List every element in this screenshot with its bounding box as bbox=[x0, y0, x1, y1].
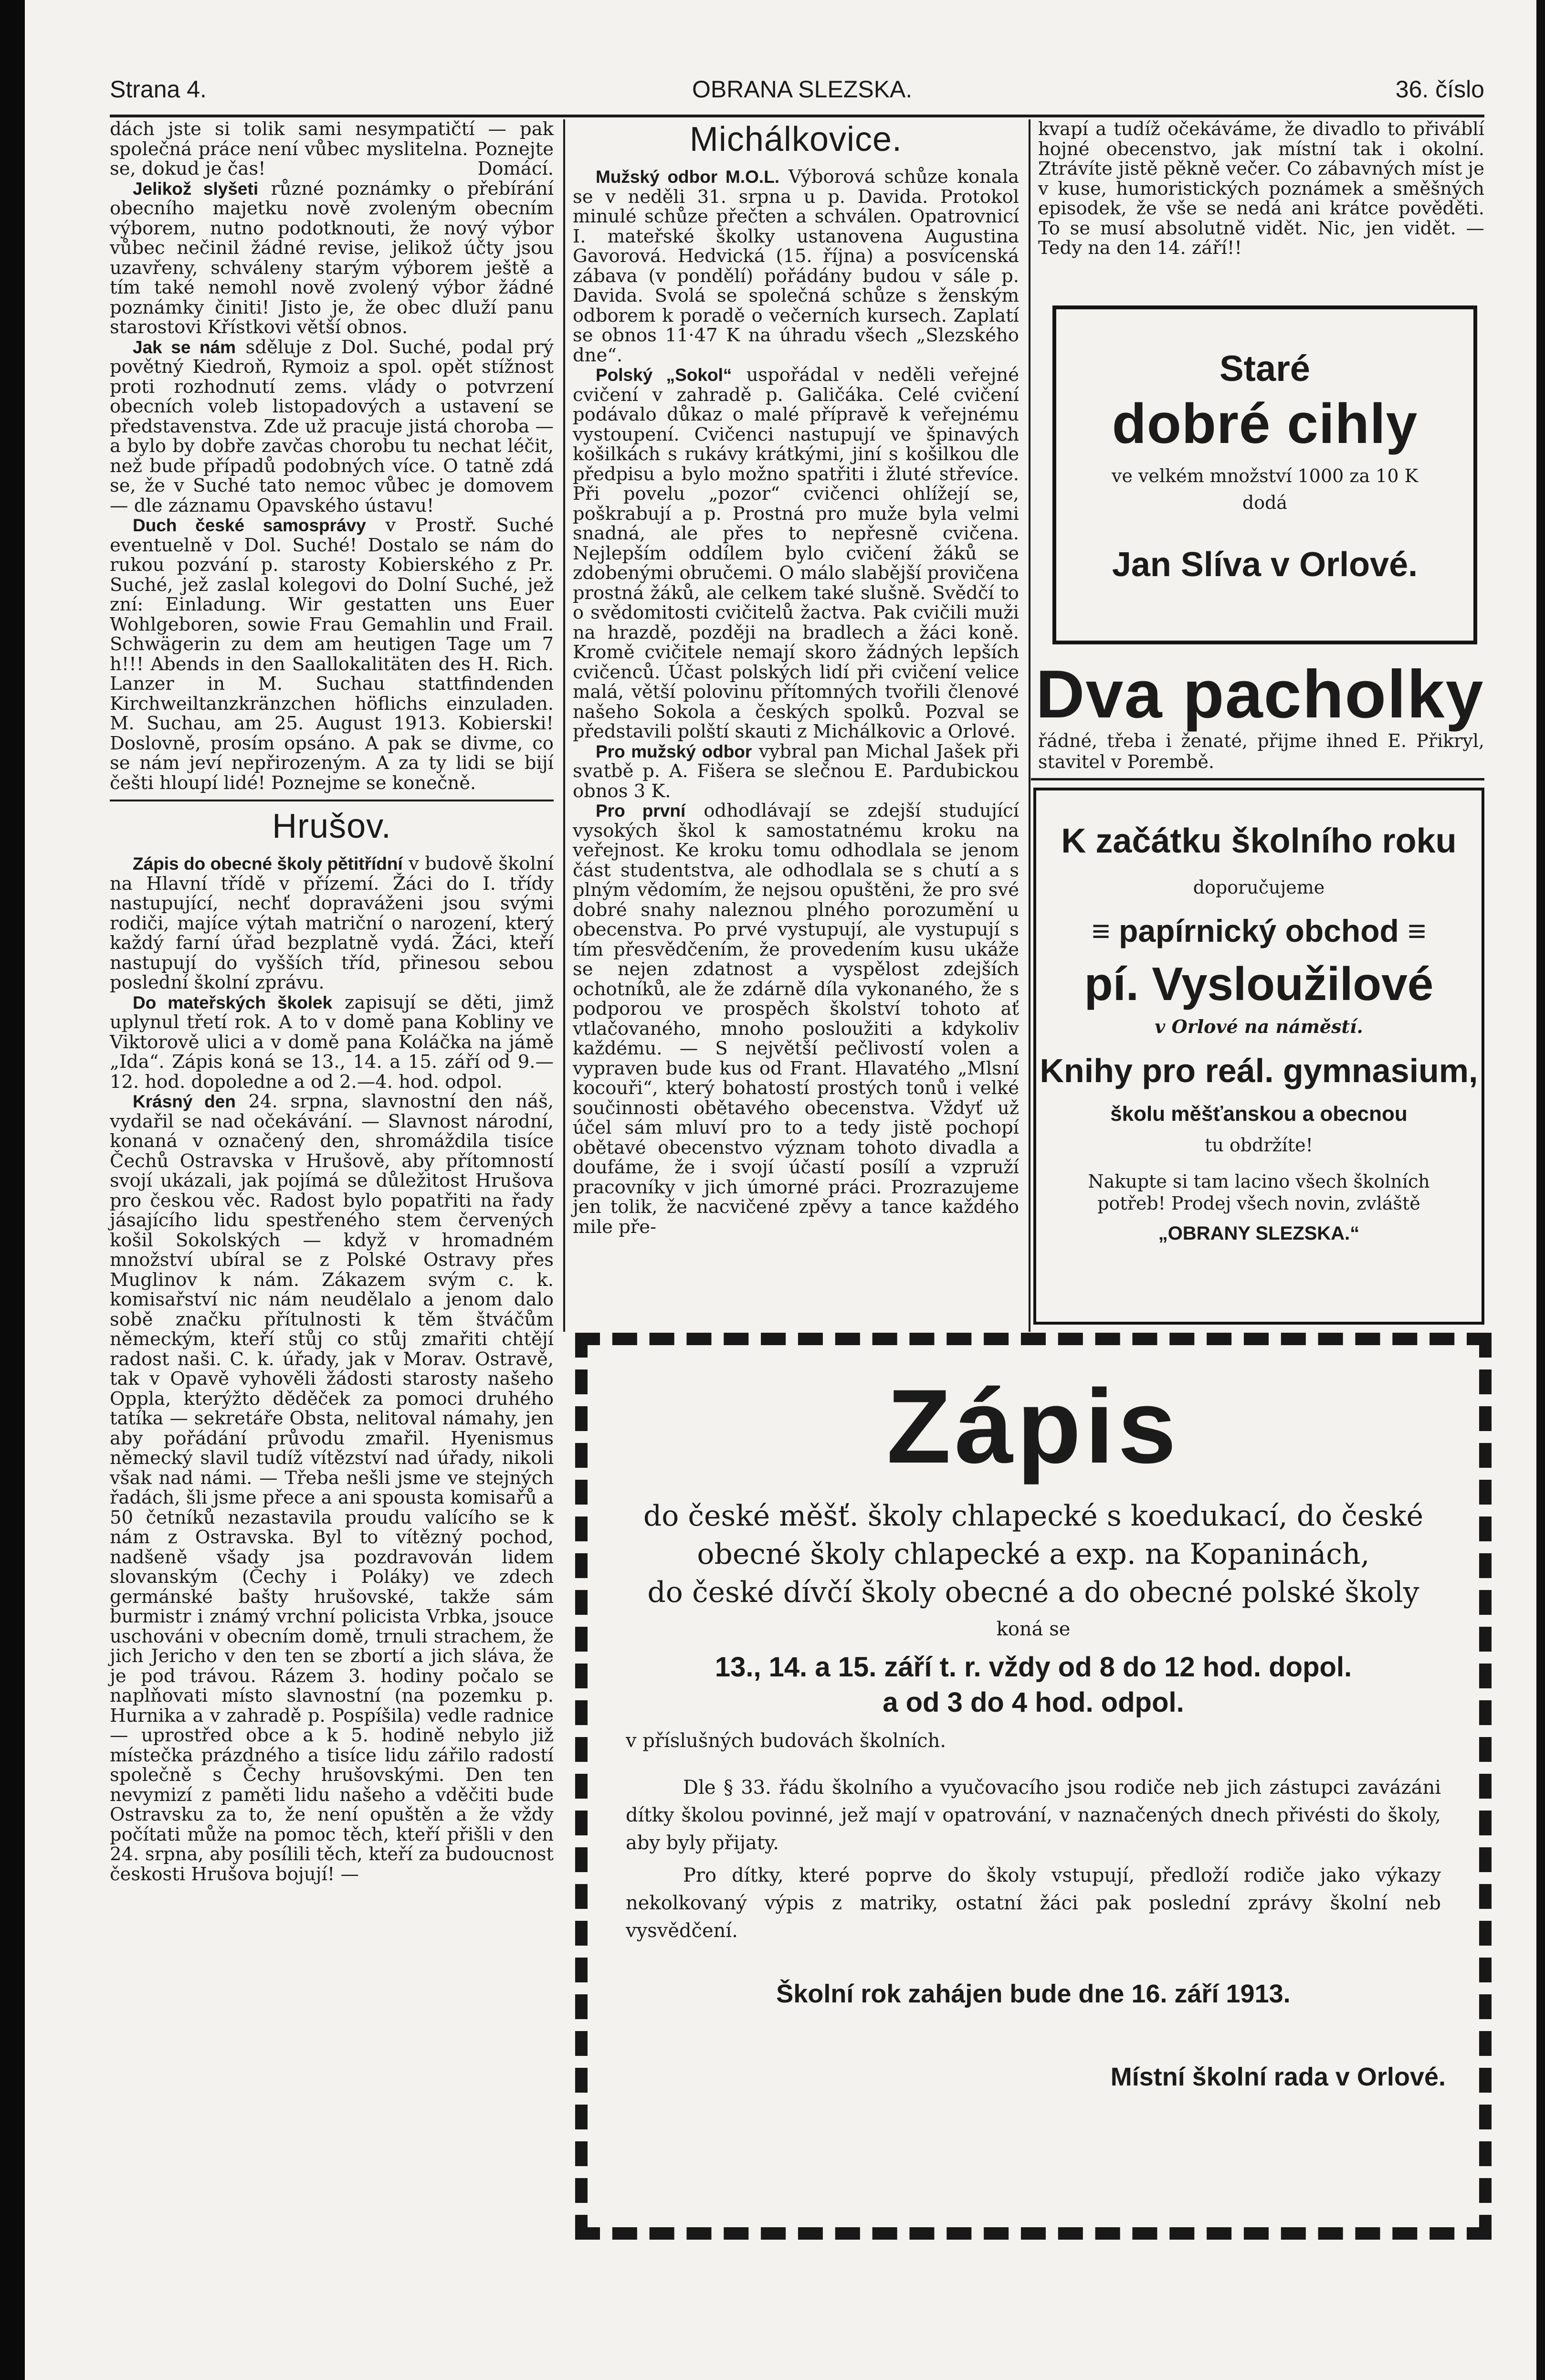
enrollment-dates: 13., 14. a 15. září t. r. vždy od 8 do 12 hod. dopol. bbox=[715, 1652, 1352, 1683]
ad-bricks-headline: dobré cihly bbox=[1112, 392, 1418, 455]
article-paragraph: Do mateřských školek zapisují se děti, jimž uplynul třetí rok. A to v domě pana Kobliny ve Viktorově ulici a v domě pana Koláčka na jámě „Ida“. Zápis koná se 13., 14. a 15. září od 9.—12. hod. dopoledne a od 2.—4. hod. odpol. bbox=[110, 991, 554, 1093]
ad-farmhands-text: řádné, třeba i ženaté, přijme ihned E. Přikryl, stavitel v Porembě. bbox=[1038, 730, 1484, 772]
article-paragraph: Duch české samosprávy v Prostř. Suché eventuelně v Dol. Suché! Dostalo se nám do rukou pozvání p. starosty Kobierského z Pr. Suché, jež zaslal kolegovi do Dolní Suché, jež zní: Einladung. Wir gestatten uns Euer Wohlgeboren, sowie Frau Gemahlin und Frail. Schwägerin zu dem am heutigen Tage um 7 h!!! Abends in den Saallokalitäten des H. Rich. Lanzer in M. Suchau stattfindenden Kirchweiltanzkränzchen höflichs einzuladen. M. Suchau, am 25. August 1913. Kobierski! Doslovně, prosím opsáno. A pak se divme, co se nám jeví nepřirozeným. A za ty lidi se bijí češti hloupí lidé! Poznejme se konečně. bbox=[110, 515, 554, 794]
enrollment-line: obecné školy chlapecké a exp. na Kopaninách, bbox=[697, 1538, 1370, 1571]
enrollment-paragraph: Dle § 33. řádu školního a vyučovacího jsou rodiče neb jich zástupci zavázáni dítky školou povinné, jež mají v opatrování, v naznačených dnech přivésti do školy, aby byly přijaty. bbox=[626, 1777, 1441, 1854]
article-paragraph: kvapí a tudíž očekáváme, že divadlo to přiváblí hojné obecenstvo, jak místní tak i okolní. Ztrávíte jistě pěkně večer. Co zábavných míst je v kuse, humoristických poznámek a směšných episodek, že vše se nedá ani krátce pověděti. To se musí absolutně vidět. Nic, jen vidět. — Tedy na den 14. září!! bbox=[1038, 118, 1484, 259]
article-paragraph: Krásný den 24. srpna, slavnostní den náš, vydařil se nad očekávání. — Slavnost národní, konaná v označený den, shromáždila tisíce Čechů Ostravska v Hrušově, aby přítomností svojí ukázali, jak pojímá se důležitost Hrušova pro českou věc. Radost bylo popatřiti na řady jásajícího lidu spestřeného stem červených košil Sokolských — když v hromadném množství ubíral se z Polské Ostravy přes Muglinov k nám. Zákazem svým c. k. komisařství nic nám neudělalo a jenom dalo sobě značku přítulnosti k těm štváčům německým, kteří stůj co stůj zmařiti chtějí radost naši. C. k. úřady, jak v Morav. Ostravě, tak v Opavě vyhověli žádosti starosty našeho Oppla, kterýžto děděček za pomoci druhého tatíka — sekretáře Obsta, nelitoval námahy, jen aby pořádání průvodu zmařil. Hyenismus německý slavil tudíž vítězství nad úřady, nikoli však nad námi. — Třeba nešli jsme ve stejných řadách, šli jsme přece a ani spousta komisařů a 50 četníků nezastavila proudu valícího se k nám z Ostravska. Byl to vítězný pochod, nadšeně všady jsa pozdravován lidem slovanským (Čechy i Poláky) ve zdech germánské bašty hrušovské, takže sám burmistr i známý vrchní policista Vrbka, jsouce uschováni v obecním domě, trnuli strachem, že jich Jericho v den ten se zbortí a jich sláva, že je pod trávou. Rázem 3. hodiny počalo se naplňovati místo slavnostní (na pozemku p. Hurnika a v zahradě p. Pospíšila) vedle radnice — uprostřed obce a k 5. hodině nebylo již místečka prázdného a tisíce lidu zářilo radostí společně s Čechy hrušovskými. Den ten nevymizí z paměti lidu našeho a vděčiti bude Ostravsku za to, že není opuštěn a že vždy počítati může na pomoc těch, kteří přišli v den 24. srpna, aby posílili těch, kteří za budoucnost českosti Hrušova bojují! — bbox=[110, 1091, 554, 1885]
ad-bricks-quantity: ve velkém množství 1000 za 10 K bbox=[1111, 465, 1418, 486]
enrollment-title: Zápis bbox=[886, 1368, 1180, 1485]
ad-stationery-location: v Orlové na náměstí. bbox=[1155, 1016, 1363, 1037]
article-paragraph: Jelikož slyšeti různé poznámky o přebírání obecního majetku nově zvoleným obecním výborem, nutno podotknouti, že nový výbor vůbec nečinil žádné revise, jelikož účty jsou uzavřeny, schváleny starým výborem ještě a tím také nemohl nově zvolený výbor žádné poznámky činiti! Jisto je, že obec dluží panu starostovi Křístkovi větší obnos. bbox=[110, 178, 554, 338]
header-rule bbox=[110, 115, 1484, 117]
issue-number: 36. číslo bbox=[1395, 76, 1484, 103]
ad-stationery-available: tu obdržíte! bbox=[1205, 1135, 1313, 1156]
article-paragraph: Jak se nám sděluje z Dol. Suché, podal prý povětný Kiedroň, Rymoiz a spol. opět stížnost proti rozhodnutí zems. vlády o potvrzení obecních voleb listopadových a ustavení se představenstva. Zde už pracuje jistá choroba — a bylo by dobře zavčas chorobu tu nechat léčit, než bude případů podobných více. O tatně zdá se, že v Suché tato nemoc vůbec je domovem — dle záznamu Opavského ústavu! bbox=[110, 336, 554, 516]
ad-bricks-seller: Jan Slíva v Orlové. bbox=[1112, 546, 1418, 584]
column-3 bbox=[1038, 119, 1484, 320]
ad-bricks-supply: dodá bbox=[1242, 492, 1288, 513]
column-rule-2 bbox=[1029, 119, 1030, 1332]
ad-stationery-shop: ≡ papírnický obchod ≡ bbox=[1092, 913, 1426, 948]
ad-stationery-books: Knihy pro reál. gymnasium, bbox=[1040, 1052, 1478, 1089]
enrollment-line: koná se bbox=[996, 1618, 1071, 1640]
newspaper-title: OBRANA SLEZSKA. bbox=[692, 76, 913, 103]
ad-stationery-recommend: doporučujeme bbox=[1193, 877, 1325, 898]
ad-stationery-owner: pí. Vysloužilové bbox=[1084, 958, 1434, 1010]
page-header bbox=[110, 72, 1484, 115]
column-1 bbox=[110, 119, 554, 2220]
enrollment-notice-content bbox=[607, 1359, 1460, 2213]
ad-stationery-headline: K začátku školního roku bbox=[1061, 822, 1457, 860]
enrollment-line: do české dívčí školy obecné a do obecné polské školy bbox=[647, 1576, 1419, 1609]
scan-right-edge bbox=[1536, 0, 1545, 2380]
section-rule bbox=[110, 800, 554, 801]
article-text: dách jste si tolik sami nesympatičtí — pak společná práce není vůbec myslitelna. Poznejte se, dokud je čas! Domácí. bbox=[110, 118, 554, 179]
section-heading-hrusov: Hrušov. bbox=[272, 807, 391, 845]
enrollment-hours: a od 3 do 4 hod. odpol. bbox=[883, 1687, 1184, 1718]
article-paragraph: Pro mužský odbor vybral pan Michal Jašek při svatbě p. A. Fišera se slečnou E. Pardubickou obnos 3 K. bbox=[573, 740, 1019, 802]
ad-stationery-text: Nakupte si tam lacino všech školních potřeb! Prodej všech novin, zvláště bbox=[1088, 1171, 1430, 1214]
ad-farmhands-title: Dva pacholky bbox=[1036, 656, 1484, 732]
enrollment-paragraph: Pro dítky, které poprve do školy vstupují, předloží rodiče jako výkazy nekolkovaný výpis z matriky, ostatní žáci pak poslední zprávy školní neb vysvědčení. bbox=[626, 1864, 1441, 1942]
ad-stationery bbox=[1033, 788, 1484, 1325]
enrollment-line: v příslušných budovách školních. bbox=[626, 1730, 946, 1752]
page-number: Strana 4. bbox=[110, 76, 207, 103]
school-board-signature: Místní školní rada v Orlové. bbox=[1110, 2063, 1446, 2091]
ad-stationery-newspaper: „OBRANY SLEZSKA.“ bbox=[1158, 1223, 1360, 1244]
ad-bricks-line1: Staré bbox=[1219, 348, 1311, 389]
column-2 bbox=[573, 119, 1019, 1322]
scan-left-edge bbox=[0, 0, 25, 2380]
ad-bricks bbox=[1052, 305, 1477, 644]
article-paragraph: Zápis do obecné školy pětitřídní v budově školní na Hlavní třídě v přízemí. Žáci do I. třídy nastupující, nechť dopraváženi jsou svými rodiči, majíce výtah matriční o narození, který každý farní úřad bezplatně vydá. Žáci, kteří nastupují do vyšších tříd, přinesou sebou poslední školní zprávu. bbox=[110, 853, 554, 993]
school-year-start: Školní rok zahájen bude dne 16. září 1913. bbox=[776, 1980, 1291, 2008]
section-heading-michalkovice: Michálkovice. bbox=[689, 120, 903, 158]
enrollment-line: do české měšť. školy chlapecké s koedukací, do české bbox=[643, 1499, 1424, 1533]
column-rule-1 bbox=[563, 119, 565, 1332]
article-paragraph: Mužský odbor M.O.L. Výborová schůze konala se v neděli 31. srpna u p. Davida. Protokol minulé schůze přečten a schválen. Opatrovnicí I. mateřské školky ustanovena Augustina Gavorová. Hedvická (15. října) a posvícenská zábava (v pondělí) pořádány budou v sále p. Davida. Svolá se společná schůze s ženským odborem k poradě o večerních kursech. Zaplatí se obnos 11·47 K na úhradu všech „Slezského dne“. bbox=[573, 166, 1019, 366]
enrollment-notice bbox=[575, 1333, 1492, 2240]
ad-stationery-schools: školu měšťanskou a obecnou bbox=[1110, 1102, 1408, 1126]
article-paragraph: Polský „Sokol“ uspořádal v neděli veřejné cvičení v zahradě p. Galičáka. Celé cvičení podávalo důkaz o malé přípravě k veřejnému vystoupení. Cvičenci nastupují ve špinavých košilkách s rukávy krátkými, jiní s košilkou dle předpisu a bylo možno spatřiti i žluté střevíce. Při povelu „pozor“ cvičenci ohlížejí se, poškrabují a p. Prostná pro muže byla velmi snadná, ale přes to nepřesně cvičena. Nejlepším oddílem bylo cvičení žáků se zdobenými obručemi. O málo slabější provičena prostná žáků, ale celkem také slušně. Svědčí to o svědomitosti cvičitelů žactva. Pak cvičili muži na hrazdě, později na bradlech a žáci koně. Kromě cvičitele nemají skoro žádných lepších cvičenců. Účast polských lidí při cvičení velice malá, větší polovinu přítomných tvořili členové našeho Sokola a českých spolků. Pozval se představili polští skauti z Michálkovic a Orlové. bbox=[573, 364, 1019, 742]
article-paragraph: Pro první odhodlávají se zdejší studující vysokých škol k samostatnému kroku na veřejnost. Ke kroku tomu odhodlala se jenom část studentstva, ale odhodlala se s chutí a s plným vědomím, že nejsou opuštěni, že pro své dobré snahy naleznou plného porozumění u obecenstva. Po prvé vystupují, ale vystupují s tím přesvědčením, že provedením kusu ukáže se nejen zdatnost a vyspělost zdejších ochotníků, ale že zdárně díla vykonaného, že s podporou ve prospěch školství tohoto ať vtlačovaného, mnoho posloužiti a kdykoliv každému. — S největší pečlivostí volen a vypraven bude kus od Frant. Hlavatého „Mlsní kocouři“, který bohatostí prostých tonů i velké součinnosti obětavého obecenstva. Vždyť už účel sám mluví pro to a tedy jistě pochopí obětavé obecenstvo význam tohoto divadla a doufáme, že i svojí účastí posílí a vzpruží pracovníky v jich úmorné práci. Prozrazujeme jen tolik, že nacvičené zpěvy a tance každého mile pře- bbox=[573, 800, 1019, 1238]
ad-divider bbox=[1031, 778, 1484, 780]
